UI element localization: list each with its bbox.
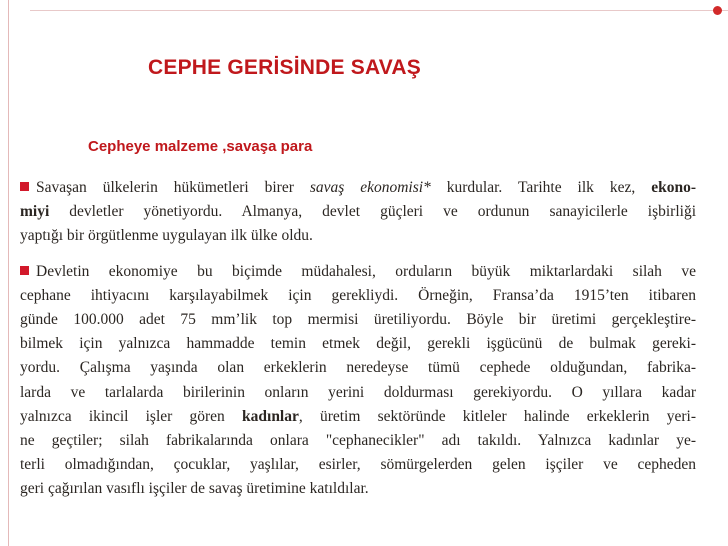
text-line: günde 100.000 adet 75 mm’lik top mermisi üretiliyordu. Böyle bir üretimi gerçekleştire- — [20, 311, 696, 329]
text-line: ne geçtiler; silah fabrikalarında onlara "cephanecikler" adı takıldı. Yalnızca kadınlar ye- — [20, 432, 696, 450]
bold-term: miyi — [20, 203, 50, 221]
text-span: kurdular. Tarihte ilk kez, — [430, 179, 652, 196]
text-line: yaptığı bir örgütlenme uygulayan ilk ülke oldu. — [20, 227, 313, 245]
top-border-line — [30, 10, 728, 11]
text-line: geri çağırılan vasıflı işçiler de savaş üretimine katıldılar. — [20, 480, 369, 498]
text-line: bilmek için yalnızca hammadde temin etmek değil, gerekli işgücünü de bulmak gereki- — [20, 335, 696, 353]
text-span: Devletin ekonomiye bu biçimde müdahalesi, orduların büyük miktarlardaki silah ve — [36, 262, 696, 280]
book-excerpt — [20, 176, 696, 502]
bullet-square-icon — [20, 182, 29, 191]
bullet-square-icon — [20, 266, 29, 275]
bold-term: kadınlar — [242, 407, 299, 425]
text-line: cephane ihtiyacını karşılayabilmek için gerekliydi. Örneğin, Fransa’da 1915’ten itibaren — [20, 286, 696, 304]
text-span: , üretim sektöründe kitleler halinde erkeklerin yeri- — [298, 407, 696, 425]
text-span: devletler yönetiyordu. Almanya, devlet güçleri ve ordunun sanayicilerle işbirliği — [49, 203, 696, 221]
text-line: larda ve tarlalarda birilerinin onların yerini doldurması gerekiyordu. O yıllara kadar — [20, 383, 696, 401]
text-span: yalnızca ikincil işler gören — [20, 407, 243, 425]
left-border-line — [8, 0, 9, 546]
paragraph-spacer — [20, 249, 696, 260]
text-line: yordu. Çalışma yaşında olan erkeklerin neredeyse tümü cephede olduğundan, fabrika- — [20, 359, 696, 377]
text-line — [20, 405, 696, 429]
paragraph-state-intervention — [20, 260, 696, 502]
text-span: Savaşan ülkelerin hükümetleri birer — [36, 179, 310, 196]
slide-subtitle: Cepheye malzeme ,savaşa para — [88, 138, 313, 155]
corner-dot-icon — [713, 6, 722, 15]
text-line — [20, 200, 696, 224]
italic-term: savaş ekonomisi* — [309, 179, 431, 196]
text-line: terli olmadığından, çocuklar, yaşlılar, esirler, sömürgelerden gelen işçiler ve cepheden — [20, 456, 696, 474]
slide-title: CEPHE GERİSİNDE SAVAŞ — [148, 56, 421, 79]
text-line — [20, 260, 696, 284]
text-line — [20, 176, 696, 200]
paragraph-war-economy — [20, 176, 696, 249]
bold-term: ekono- — [651, 179, 696, 196]
